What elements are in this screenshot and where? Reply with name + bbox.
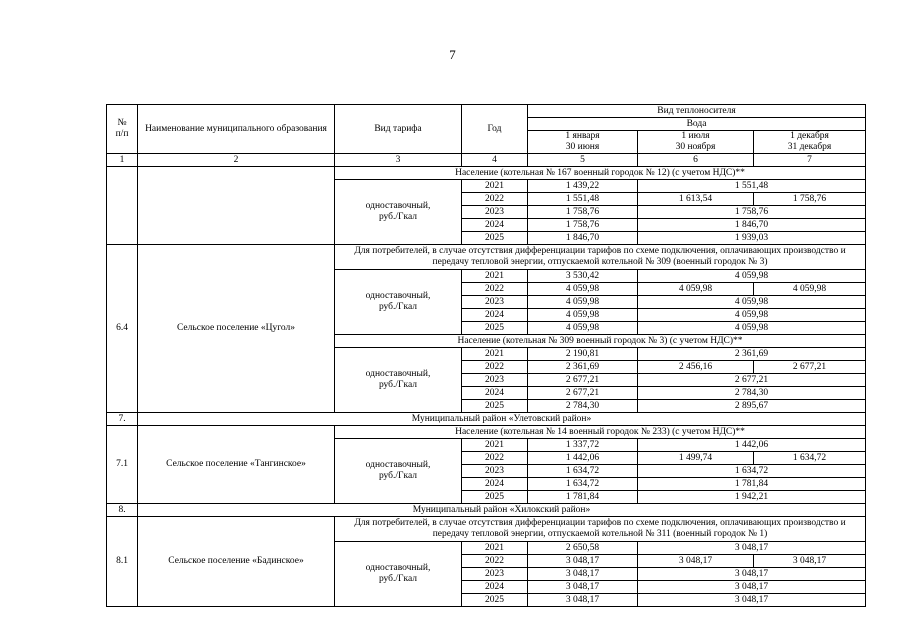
year-cell: 2022 [462,555,528,568]
value-p2-p3: 1 551,48 [638,180,866,193]
page-number: 7 [449,47,456,62]
group-title: Для потребителей, в случае отсутствия дифференциации тарифов по схеме подключения, оплачивающих производство и передачу тепловой энергии, отпускаемой котельной № 309 (военный городок № 3) [335,245,866,270]
index-cell: 6 [638,154,754,167]
tariff-type: одноставочный, руб./Гкал [335,439,462,504]
year-cell: 2023 [462,374,528,387]
value-p1: 4 059,98 [528,309,638,322]
year-cell: 2024 [462,581,528,594]
index-cell: 3 [335,154,462,167]
section-8-1 [107,517,866,607]
value-p1: 1 758,76 [528,206,638,219]
year-cell: 2021 [462,348,528,361]
table-header [107,105,866,167]
value-p3: 1 634,72 [754,452,866,465]
year-cell: 2024 [462,309,528,322]
district-title: Муниципальный район «Улетовский район» [138,413,866,426]
value-p2-p3: 2 895,67 [638,400,866,413]
section-7-1 [107,426,866,504]
header-carrier: Вид теплоносителя [528,105,866,118]
value-p1: 1 634,72 [528,465,638,478]
header-tariff: Вид тарифа [335,105,462,154]
value-p1: 1 634,72 [528,478,638,491]
value-p1: 2 677,21 [528,387,638,400]
value-p1: 2 650,58 [528,542,638,555]
value-p2-p3: 1 758,76 [638,206,866,219]
district-7 [107,413,866,426]
section-municipality: Сельское поселение «Бадинское» [138,517,335,607]
value-p2-p3: 4 059,98 [638,270,866,283]
section-municipality [138,167,335,245]
year-cell: 2021 [462,270,528,283]
year-cell: 2025 [462,322,528,335]
value-p1: 4 059,98 [528,296,638,309]
value-p1: 1 439,22 [528,180,638,193]
section-municipality: Сельское поселение «Тангинское» [138,426,335,504]
header-num: № п/п [107,105,138,154]
tariff-type: одноставочный, руб./Гкал [335,348,462,413]
group-title: Население (котельная № 167 военный городок № 12) (с учетом НДС)** [335,167,866,180]
value-p1: 2 190,81 [528,348,638,361]
value-p2-p3: 4 059,98 [638,296,866,309]
year-cell: 2021 [462,439,528,452]
year-cell: 2025 [462,232,528,245]
year-cell: 2021 [462,180,528,193]
value-p2-p3: 1 939,03 [638,232,866,245]
value-p1: 4 059,98 [528,283,638,296]
value-p1: 2 677,21 [528,374,638,387]
year-cell: 2024 [462,478,528,491]
value-p1: 3 048,17 [528,581,638,594]
value-p1: 3 048,17 [528,555,638,568]
value-p2: 2 456,16 [638,361,754,374]
district-num: 8. [107,504,138,517]
value-p1: 1 551,48 [528,193,638,206]
year-cell: 2022 [462,361,528,374]
section-num: 6.4 [107,245,138,413]
year-cell: 2022 [462,452,528,465]
value-p1: 1 337,72 [528,439,638,452]
index-cell: 1 [107,154,138,167]
header-year: Год [462,105,528,154]
value-p2-p3: 1 442,06 [638,439,866,452]
value-p2: 1 613,54 [638,193,754,206]
index-cell: 4 [462,154,528,167]
value-p2-p3: 1 634,72 [638,465,866,478]
group-title: Население (котельная № 14 военный городок № 233) (с учетом НДС)** [335,426,866,439]
tariff-table [106,104,866,607]
value-p3: 2 677,21 [754,361,866,374]
index-cell: 2 [138,154,335,167]
value-p1: 1 442,06 [528,452,638,465]
value-p2-p3: 2 784,30 [638,387,866,400]
value-p2-p3: 2 677,21 [638,374,866,387]
year-cell: 2025 [462,491,528,504]
value-p1: 3 048,17 [528,594,638,607]
header-water: Вода [528,118,866,131]
section-num: 7.1 [107,426,138,504]
year-cell: 2022 [462,283,528,296]
district-title: Муниципальный район «Хилокский район» [138,504,866,517]
tariff-type: одноставочный, руб./Гкал [335,180,462,245]
year-cell: 2023 [462,568,528,581]
year-cell: 2023 [462,296,528,309]
value-p3: 4 059,98 [754,283,866,296]
value-p1: 2 784,30 [528,400,638,413]
district-8 [107,504,866,517]
year-cell: 2023 [462,465,528,478]
value-p2-p3: 1 846,70 [638,219,866,232]
section-6-4 [107,245,866,413]
header-municipality: Наименование муниципального образования [138,105,335,154]
tariff-type: одноставочный, руб./Гкал [335,542,462,607]
section-boiler-167 [107,167,866,245]
value-p2-p3: 3 048,17 [638,568,866,581]
value-p3: 3 048,17 [754,555,866,568]
year-cell: 2025 [462,594,528,607]
value-p2: 4 059,98 [638,283,754,296]
value-p1: 4 059,98 [528,322,638,335]
value-p3: 1 758,76 [754,193,866,206]
year-cell: 2021 [462,542,528,555]
index-cell: 5 [528,154,638,167]
section-num: 8.1 [107,517,138,607]
value-p2: 3 048,17 [638,555,754,568]
header-period-1: 1 января 30 июня [528,131,638,154]
district-num: 7. [107,413,138,426]
group-title: Для потребителей, в случае отсутствия дифференциации тарифов по схеме подключения, оплачивающих производство и передачу тепловой энергии, отпускаемой котельной № 311 (военный городок № 1) [335,517,866,542]
index-cell: 7 [754,154,866,167]
header-period-2: 1 июля 30 ноября [638,131,754,154]
section-municipality: Сельское поселение «Цугол» [138,245,335,413]
value-p2: 1 499,74 [638,452,754,465]
year-cell: 2024 [462,219,528,232]
year-cell: 2024 [462,387,528,400]
value-p2-p3: 4 059,98 [638,322,866,335]
value-p2-p3: 1 942,21 [638,491,866,504]
value-p1: 1 758,76 [528,219,638,232]
value-p2-p3: 4 059,98 [638,309,866,322]
value-p1: 3 530,42 [528,270,638,283]
value-p1: 1 846,70 [528,232,638,245]
section-num [107,167,138,245]
year-cell: 2023 [462,206,528,219]
tariff-type: одноставочный, руб./Гкал [335,270,462,335]
value-p2-p3: 3 048,17 [638,594,866,607]
value-p1: 3 048,17 [528,568,638,581]
value-p1: 2 361,69 [528,361,638,374]
value-p1: 1 781,84 [528,491,638,504]
group-title: Население (котельная № 309 военный городок № 3) (с учетом НДС)** [335,335,866,348]
value-p2-p3: 3 048,17 [638,542,866,555]
header-period-3: 1 декабря 31 декабря [754,131,866,154]
year-cell: 2025 [462,400,528,413]
value-p2-p3: 2 361,69 [638,348,866,361]
value-p2-p3: 3 048,17 [638,581,866,594]
value-p2-p3: 1 781,84 [638,478,866,491]
year-cell: 2022 [462,193,528,206]
